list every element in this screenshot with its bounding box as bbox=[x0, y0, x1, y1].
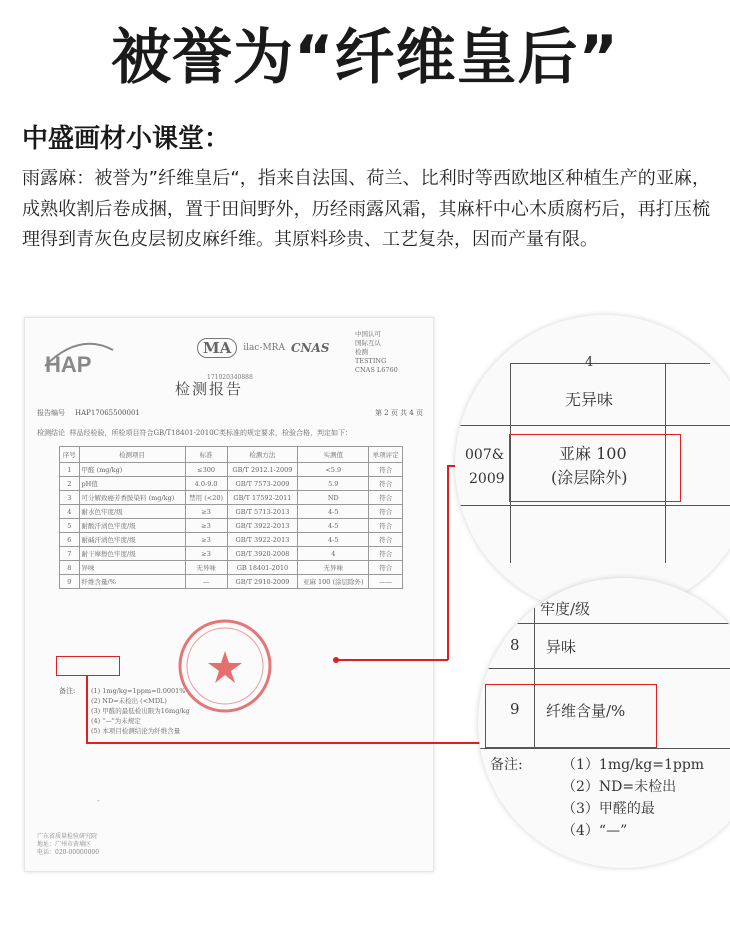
table-cell: 5.9 bbox=[298, 477, 369, 491]
table-cell: 9 bbox=[60, 575, 80, 589]
row-number: 9 bbox=[510, 700, 520, 718]
table-row bbox=[60, 561, 403, 575]
table-cell: GB 18401-2010 bbox=[227, 561, 298, 575]
table-row bbox=[60, 491, 403, 505]
table-cell: 符合 bbox=[369, 519, 403, 533]
table-cell: GB/T 3922-2013 bbox=[227, 533, 298, 547]
row-text: 无异味 bbox=[565, 390, 614, 409]
callout-line bbox=[447, 465, 449, 660]
table-row bbox=[60, 463, 403, 477]
table-cell: GB/T 3920-2008 bbox=[227, 547, 298, 561]
hap-logo bbox=[39, 336, 119, 380]
note-line: （4）“—” bbox=[562, 823, 628, 839]
table-cell: GB/T 2912.1-2009 bbox=[227, 463, 298, 477]
table-row bbox=[60, 519, 403, 533]
page-mark: - bbox=[97, 796, 100, 805]
table-cell: ≤300 bbox=[185, 463, 227, 477]
notes-label: 备注: bbox=[490, 757, 523, 773]
method-partial: 2009 bbox=[469, 471, 505, 487]
test-report-image bbox=[24, 317, 434, 872]
table-cell: 符合 bbox=[369, 547, 403, 561]
table-cell: <5.9 bbox=[298, 463, 369, 477]
note-line: （2）ND=未检出 bbox=[562, 779, 677, 795]
callout-line bbox=[86, 742, 486, 744]
table-cell: —— bbox=[369, 575, 403, 589]
table-cell: 符合 bbox=[369, 533, 403, 547]
row-label: 异味 bbox=[546, 638, 577, 656]
highlight-line: 亚麻 100 bbox=[559, 444, 627, 463]
svg-text:HAP: HAP bbox=[45, 352, 92, 376]
table-cell: GB/T 7573-2009 bbox=[227, 477, 298, 491]
table-cell: ≥3 bbox=[185, 519, 227, 533]
notes-label: 备注: bbox=[59, 687, 76, 695]
table-row bbox=[60, 575, 403, 589]
report-code: 171020340888 bbox=[207, 374, 253, 381]
table-cell: 耐酸汗渍色牢度/级 bbox=[79, 519, 185, 533]
zoom-highlight-box bbox=[509, 434, 681, 502]
table-cell: 亚麻 100 (涂层除外) bbox=[298, 575, 369, 589]
table-cell: 禁用 (<20) bbox=[185, 491, 227, 505]
table-cell: 8 bbox=[60, 561, 80, 575]
cnas-text: 中国认可 国际互认 检测 TESTING CNAS L6760 bbox=[355, 330, 398, 374]
report-title: 检测报告 bbox=[175, 380, 244, 398]
table-cell: 4-5 bbox=[298, 505, 369, 519]
table-header-row: 序号 检测项目 标准 检测方法 实测值 单项评定 bbox=[60, 447, 403, 463]
certification-logos bbox=[197, 338, 329, 358]
table-row bbox=[60, 533, 403, 547]
table-cell: ≥3 bbox=[185, 505, 227, 519]
table-cell: 无异味 bbox=[298, 561, 369, 575]
table-cell: ND bbox=[298, 491, 369, 505]
table-cell: — bbox=[185, 575, 227, 589]
note-line: （1）1mg/kg=1ppm bbox=[562, 757, 705, 773]
section-title: 中盛画材小课堂： bbox=[22, 124, 231, 154]
header-partial: 牢度/级 bbox=[540, 600, 591, 618]
table-cell: 4-5 bbox=[298, 533, 369, 547]
report-meta: 报告编号 HAP17065500001 第 2 页 共 4 页 bbox=[37, 409, 423, 417]
row-label: 纤维含量/% bbox=[546, 702, 626, 720]
table-cell: GB/T 17592-2011 bbox=[227, 491, 298, 505]
table-cell: 4 bbox=[298, 547, 369, 561]
cnas-logo: CNAS bbox=[290, 341, 330, 355]
report-table bbox=[59, 446, 403, 589]
table-cell: GB/T 3922-2013 bbox=[227, 519, 298, 533]
table-cell: 无异味 bbox=[185, 561, 227, 575]
table-cell: 可分解致癌芳香胺染料 (mg/kg) bbox=[79, 491, 185, 505]
table-cell: 耐水色牢度/级 bbox=[79, 505, 185, 519]
row-number: 8 bbox=[510, 636, 520, 654]
intro-paragraph: 雨露麻：被誉为”纤维皇后“，指来自法国、荷兰、比利时等西欧地区种植生产的亚麻，成熟收割后卷成捆，置于田间野外，历经雨露风霜，其麻杆中心木质腐朽后，再打压梳理得到青灰色皮层韧皮麻纤维。其原料珍贵、工艺复杂，因而产量有限。 bbox=[22, 168, 710, 250]
table-cell: 4-5 bbox=[298, 519, 369, 533]
table-cell: 6 bbox=[60, 533, 80, 547]
callout-line bbox=[336, 659, 448, 661]
table-cell: ≥3 bbox=[185, 547, 227, 561]
table-cell: 符合 bbox=[369, 505, 403, 519]
table-cell: 5 bbox=[60, 519, 80, 533]
report-notes: (1) 1mg/kg=1ppm=0.0001% (2) ND=未检出 (<MDL) (3) 甲醛的最低检出限为16mg/kg (4) "—"为未规定 (5) 本项目检测结论为纤维含量 bbox=[91, 687, 190, 735]
row-number: 4 bbox=[585, 355, 594, 370]
report-conclusion: 检测结论 样品经检验，所检项目符合GB/T18401-2010C类标准的规定要求，检验合格，判定如下： bbox=[37, 429, 353, 437]
table-cell: 甲醛 (mg/kg) bbox=[79, 463, 185, 477]
table-cell: 4 bbox=[60, 505, 80, 519]
highlight-line: (涂层除外) bbox=[551, 468, 628, 487]
table-cell: 7 bbox=[60, 547, 80, 561]
table-cell: 耐碱汗渍色牢度/级 bbox=[79, 533, 185, 547]
table-cell: ≥3 bbox=[185, 533, 227, 547]
table-row bbox=[60, 547, 403, 561]
table-cell: 符合 bbox=[369, 491, 403, 505]
page-headline: 被誉为“纤维皇后” bbox=[111, 23, 619, 93]
table-cell: 符合 bbox=[369, 561, 403, 575]
table-cell: GB/T 2910-2009 bbox=[227, 575, 298, 589]
ma-logo: MA bbox=[197, 338, 237, 358]
table-cell: 异味 bbox=[79, 561, 185, 575]
table-cell: 耐干摩擦色牢度/级 bbox=[79, 547, 185, 561]
zoom-highlight-box bbox=[485, 684, 657, 748]
table-cell: 4.0-9.0 bbox=[185, 477, 227, 491]
note-line: （3）甲醛的最 bbox=[562, 801, 655, 817]
table-cell: 3 bbox=[60, 491, 80, 505]
ilac-logo: ilac-MRA bbox=[243, 343, 285, 353]
method-partial: 007& bbox=[465, 447, 505, 463]
table-cell: pH值 bbox=[79, 477, 185, 491]
table-cell: GB/T 5713-2013 bbox=[227, 505, 298, 519]
official-seal bbox=[175, 616, 275, 720]
report-footer: 广东省质量检验研究院 地址：广州市黄埔区 电话：020-00000000 bbox=[37, 833, 100, 856]
table-cell: 2 bbox=[60, 477, 80, 491]
callout-line bbox=[86, 676, 88, 743]
fiber-content-highlight bbox=[56, 656, 120, 676]
table-cell: 符合 bbox=[369, 477, 403, 491]
table-row bbox=[60, 477, 403, 491]
table-cell: 符合 bbox=[369, 463, 403, 477]
table-cell: 纤维含量/% bbox=[79, 575, 185, 589]
table-cell: 1 bbox=[60, 463, 80, 477]
table-row bbox=[60, 505, 403, 519]
